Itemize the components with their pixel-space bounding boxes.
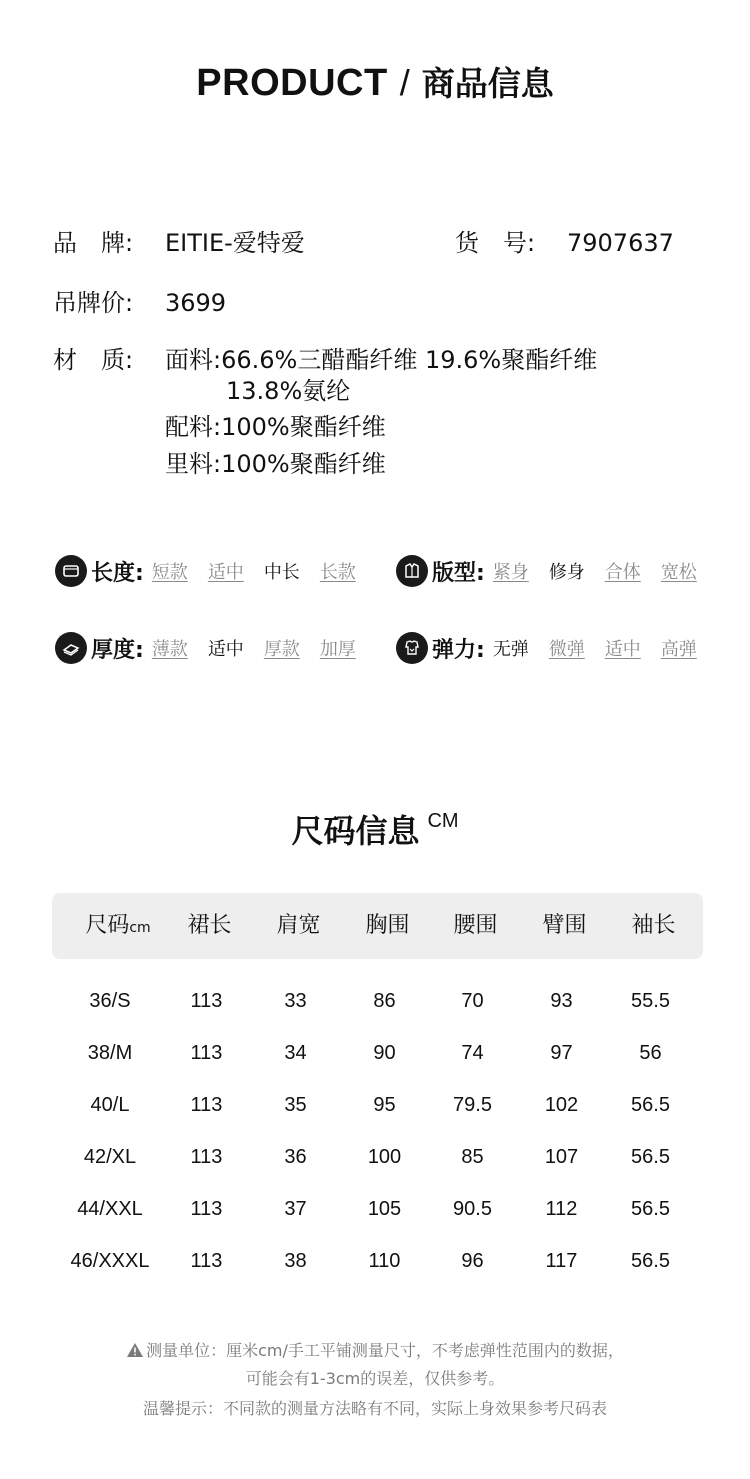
cell-size: 42/XL [83,1146,137,1168]
cell-waist: 96 [461,1250,484,1272]
cell-skirt-length: 113 [190,1198,223,1220]
attr-thickness [55,632,356,664]
option-high-stretch: 高弹 [660,639,697,660]
table-row [52,1183,703,1235]
size-title-unit: CM [427,810,459,832]
option-no-stretch: 无弹 [492,639,529,660]
note-line-2: 可能会有1-3cm的误差，仅供参考。 [245,1369,505,1388]
header-size-label: 尺码 [85,913,130,938]
price-row [53,289,393,317]
attr-length [55,555,356,587]
cell-size: 46/XXXL [70,1250,150,1272]
option-slight-stretch: 微弹 [548,639,585,660]
header-waist: 腰围 [453,913,498,938]
attr-options [493,635,697,661]
sku-row [455,229,715,257]
cell-size: 36/S [89,990,131,1012]
cell-shoulder: 34 [284,1042,307,1064]
attr-options [493,558,697,584]
cell-chest: 95 [373,1094,396,1116]
option-short: 短款 [151,562,188,583]
elasticity-icon [396,632,428,664]
option-thin: 薄款 [151,639,188,660]
cell-skirt-length: 113 [190,990,223,1012]
header-chest: 胸围 [365,913,410,938]
cell-arm: 112 [545,1198,578,1220]
measurement-note [0,1338,750,1361]
table-row [52,1131,703,1183]
table-row [52,975,703,1027]
size-section-title [0,806,750,852]
attr-label: 弹力: [432,637,485,663]
brand-label: 品 牌: [53,229,134,257]
table-row [52,1079,703,1131]
attr-label: 厚度: [91,637,144,663]
cell-shoulder: 33 [284,990,307,1012]
option-slim: 修身 [548,562,585,583]
header-arm: 臂围 [542,913,587,938]
material-line: 里料:100%聚酯纤维 [165,450,386,478]
cell-chest: 105 [367,1198,402,1220]
note-line-1: 测量单位：厘米cm/手工平铺测量尺寸，不考虑弹性范围内的数据， [146,1341,624,1360]
cell-size: 44/XXL [77,1198,143,1220]
cell-arm: 117 [545,1250,578,1272]
material-label: 材 质: [53,346,134,374]
option-medium: 适中 [207,562,244,583]
brand-value: EITIE-爱特爱 [165,229,305,257]
cell-shoulder: 38 [284,1250,307,1272]
cell-chest: 86 [373,990,396,1012]
warning-icon [126,1342,144,1358]
cell-sleeve: 55.5 [631,990,670,1012]
price-value: 3699 [165,289,227,317]
cell-arm: 107 [544,1146,579,1168]
cell-chest: 110 [368,1250,401,1272]
cell-waist: 85 [461,1146,484,1168]
thickness-icon [55,632,87,664]
cell-arm: 97 [550,1042,573,1064]
table-row [52,1235,703,1287]
header-skirt-length: 裙长 [187,913,232,938]
cell-shoulder: 36 [284,1146,307,1168]
option-long: 长款 [319,562,356,583]
cell-skirt-length: 113 [190,1146,223,1168]
cell-sleeve: 56.5 [631,1094,670,1116]
cell-skirt-length: 113 [190,1094,223,1116]
header-shoulder: 肩宽 [276,913,321,938]
title-chinese: 商品信息 [421,64,554,103]
option-mid-long: 中长 [263,562,300,583]
brand-row [53,229,393,257]
cell-shoulder: 37 [284,1198,307,1220]
size-title-text: 尺码信息 [291,812,420,850]
material-line: 配料:100%聚酯纤维 [165,413,386,441]
cell-shoulder: 35 [284,1094,307,1116]
cell-sleeve: 56.5 [631,1198,670,1220]
body-fit-icon [396,555,428,587]
option-thick: 厚款 [263,639,300,660]
title-english: PRODUCT [196,62,388,104]
cell-waist: 79.5 [453,1094,492,1116]
sku-value: 7907637 [567,229,674,257]
attr-options [152,558,356,584]
cell-skirt-length: 113 [190,1250,223,1272]
cell-chest: 90 [373,1042,396,1064]
cell-arm: 93 [550,990,573,1012]
option-tight: 紧身 [492,562,529,583]
page-title [0,58,750,105]
header-sleeve: 袖长 [631,913,676,938]
attr-label: 版型: [432,560,485,586]
cell-size: 38/M [87,1042,133,1064]
option-loose: 宽松 [660,562,697,583]
cell-chest: 100 [367,1146,402,1168]
cell-size: 40/L [90,1094,130,1116]
header-size [52,893,184,959]
cell-waist: 70 [461,990,484,1012]
attr-label: 长度: [91,560,144,586]
note-line-3: 温馨提示：不同款的测量方法略有不同，实际上身效果参考尺码表 [142,1399,607,1418]
option-medium-stretch: 适中 [604,639,641,660]
cell-sleeve: 56 [639,1042,662,1064]
material-line: 13.8%氨纶 [226,377,351,405]
attr-fit [396,555,697,587]
table-row [52,1027,703,1079]
dress-length-icon [55,555,87,587]
option-regular: 合体 [604,562,641,583]
attr-options [152,635,356,661]
attr-elasticity [396,632,697,664]
price-label: 吊牌价: [53,289,134,317]
sku-label: 货 号: [455,229,536,257]
cell-waist: 90.5 [453,1198,492,1220]
cell-sleeve: 56.5 [631,1250,670,1272]
cell-arm: 102 [544,1094,579,1116]
cell-skirt-length: 113 [190,1042,223,1064]
title-slash: / [399,62,410,103]
cell-sleeve: 56.5 [631,1146,670,1168]
cell-waist: 74 [461,1042,484,1064]
option-medium: 适中 [207,639,244,660]
option-extra-thick: 加厚 [319,639,356,660]
header-size-unit: cm [129,920,151,936]
size-table-header [52,893,703,959]
material-line: 面料:66.6%三醋酯纤维 19.6%聚酯纤维 [165,346,598,374]
